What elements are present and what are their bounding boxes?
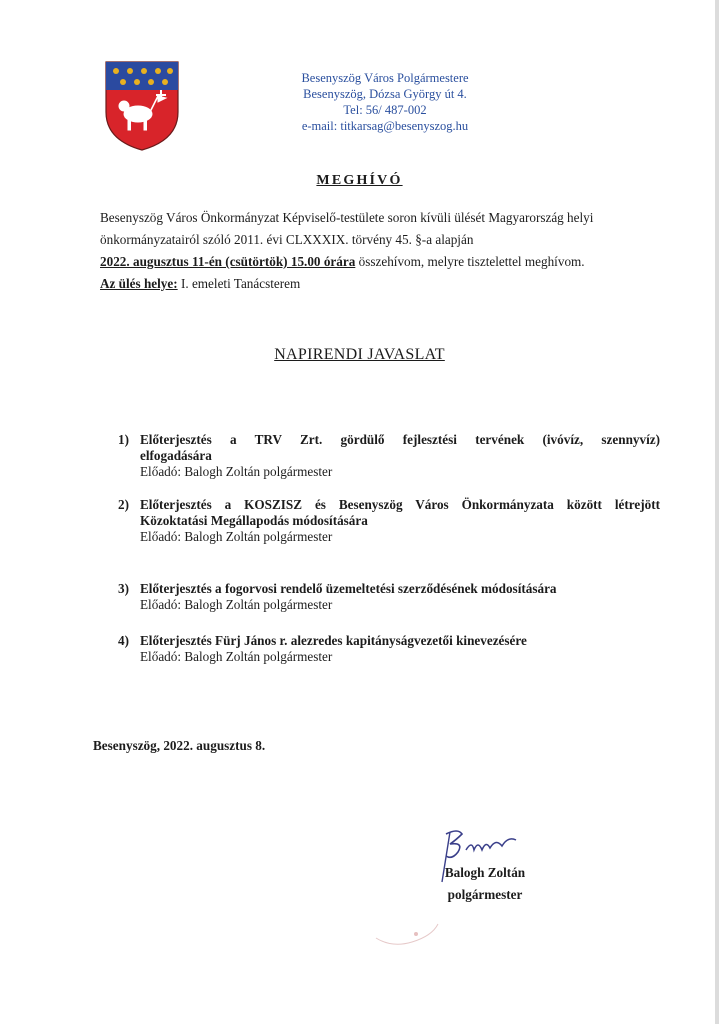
agenda-item-number: 2) [118,497,129,512]
agenda-item-presenter: Előadó: Balogh Zoltán polgármester [140,529,333,544]
meeting-date: 2022. augusztus 11-én (csütörtök) 15.00 órára [100,254,356,269]
agenda-item-presenter: Előadó: Balogh Zoltán polgármester [140,597,333,612]
agenda-item-presenter: Előadó: Balogh Zoltán polgármester [140,649,333,664]
agenda-item-title: Előterjesztés a fogorvosi rendelő üzemeltetési szerződésének módosítására [140,581,557,596]
agenda-item-number: 1) [118,432,129,447]
agenda-item-number: 4) [118,633,129,648]
signer-name: Balogh Zoltán [444,865,526,880]
letterhead-phone: Tel: 56/ 487-002 [343,103,427,117]
meeting-place-line [100,273,665,295]
signer-block [430,862,540,906]
meeting-place-value: I. emeleti Tanácsterem [177,276,301,291]
agenda-item-title: Előterjesztés Fürj János r. alezredes kapitányságvezetői kinevezésére [140,633,527,648]
meeting-place-label: Az ülés helye: [100,276,178,291]
letterhead-email: e-mail: titkarsag@besenyszog.hu [301,119,469,133]
faint-stamp-icon [372,910,442,950]
agenda-item-title-cont: Közoktatási Megállapodás módosítására [140,513,368,528]
letterhead-title: Besenyszög Város Polgármestere [301,71,469,85]
agenda-title: NAPIRENDI JAVASLAT [274,346,445,363]
page-edge [715,0,719,1024]
signer-role: polgármester [447,887,523,902]
intro-paragraph [100,207,665,295]
meeting-date-rest: összehívom, melyre tisztelettel meghívom. [355,254,585,269]
agenda-item-presenter: Előadó: Balogh Zoltán polgármester [140,464,333,479]
letterhead [270,70,500,134]
meeting-date-line [100,251,665,273]
agenda-item-number: 3) [118,581,129,596]
agenda-item-title-cont: elfogadására [140,448,212,463]
intro-line-2: önkormányzatairól szóló 2011. évi CLXXXIX. törvény 45. §-a alapján [100,232,474,247]
intro-line-1: Besenyszög Város Önkormányzat Képviselő-testülete soron kívüli ülését Magyarország helyi [100,210,594,225]
coat-of-arms-icon [104,60,180,152]
date-place: Besenyszög, 2022. augusztus 8. [93,738,266,753]
document-title: MEGHÍVÓ [316,173,403,188]
agenda-item-title: Előterjesztés a KOSZISZ és Besenyszög Város Önkormányzata között létrejött [140,497,660,512]
letterhead-address: Besenyszög, Dózsa György út 4. [303,87,467,101]
agenda-item-title: Előterjesztés a TRV Zrt. gördülő fejlesztési tervének (ivóvíz, szennyvíz) [140,432,660,447]
